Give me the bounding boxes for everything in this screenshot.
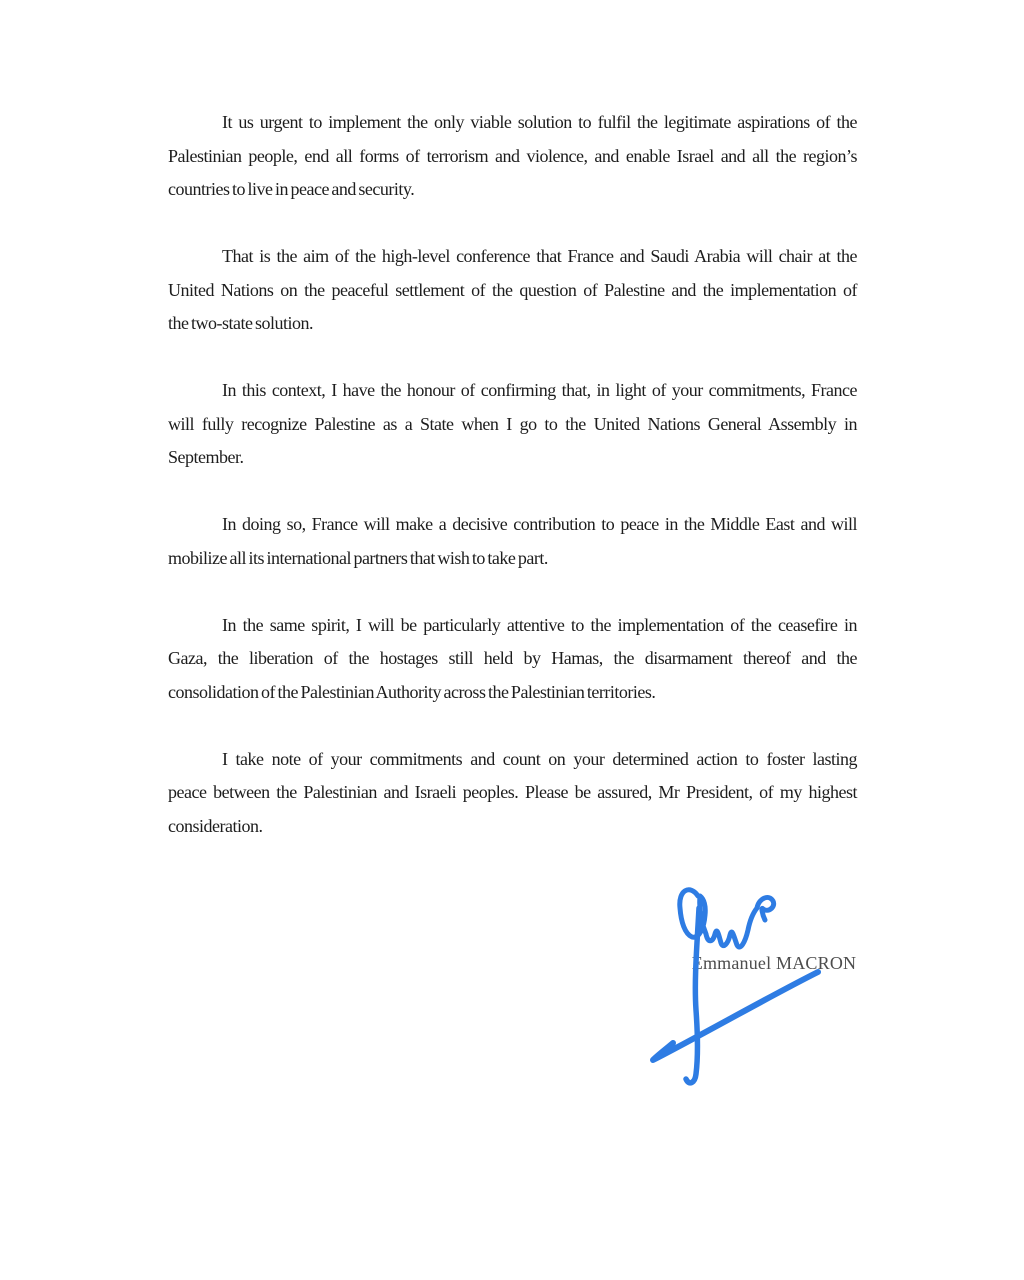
letter-line: It us urgent to implement the only viable solution to fulfil the legitimate aspirations of the	[222, 112, 857, 132]
letter-line: mobilize all its international partners that wish to take part.	[168, 547, 548, 568]
signature-block	[620, 860, 940, 1110]
letter-paragraph	[168, 508, 857, 575]
letter-line: will fully recognize Palestine as a State when I go to the United Nations General Assembly in	[168, 413, 857, 434]
letter-line: That is the aim of the high-level conference that France and Saudi Arabia will chair at the	[222, 246, 857, 266]
letter-line: consolidation of the Palestinian Authority across the Palestinian territories.	[168, 681, 656, 702]
letter-paragraph	[168, 743, 857, 844]
letter-line: In this context, I have the honour of confirming that, in light of your commitments, France	[222, 380, 857, 400]
letter-line: In doing so, France will make a decisive contribution to peace in the Middle East and will	[222, 514, 857, 534]
signature-ink	[620, 860, 940, 1110]
letter-line: consideration.	[168, 815, 263, 836]
letter-line: Gaza, the liberation of the hostages still held by Hamas, the disarmament thereof and the	[168, 648, 857, 668]
letter-body	[168, 106, 857, 877]
letter-line: countries to live in peace and security.	[168, 179, 415, 199]
signatory-name: Emmanuel MACRON	[691, 953, 857, 973]
letter-line: September.	[168, 447, 244, 467]
letter-paragraph	[168, 374, 857, 475]
letter-line: United Nations on the peaceful settlement of the question of Palestine and the implementation of	[168, 279, 857, 300]
signature-stroke-flourish	[680, 890, 774, 947]
signature-stroke-underline	[653, 972, 818, 1060]
letter-line: I take note of your commitments and count on your determined action to foster lasting	[222, 748, 857, 769]
letter-line: the two-state solution.	[168, 313, 313, 333]
letter-line: In the same spirit, I will be particularly attentive to the implementation of the ceasefire in	[222, 614, 857, 635]
letter-paragraph	[168, 609, 857, 710]
letter-paragraph	[168, 106, 857, 207]
letter-line: peace between the Palestinian and Israeli peoples. Please be assured, Mr President, of my highest	[168, 782, 857, 802]
letter-line: Palestinian people, end all forms of terrorism and violence, and enable Israel and all the region’s	[168, 145, 857, 166]
letter-paragraph	[168, 240, 857, 341]
